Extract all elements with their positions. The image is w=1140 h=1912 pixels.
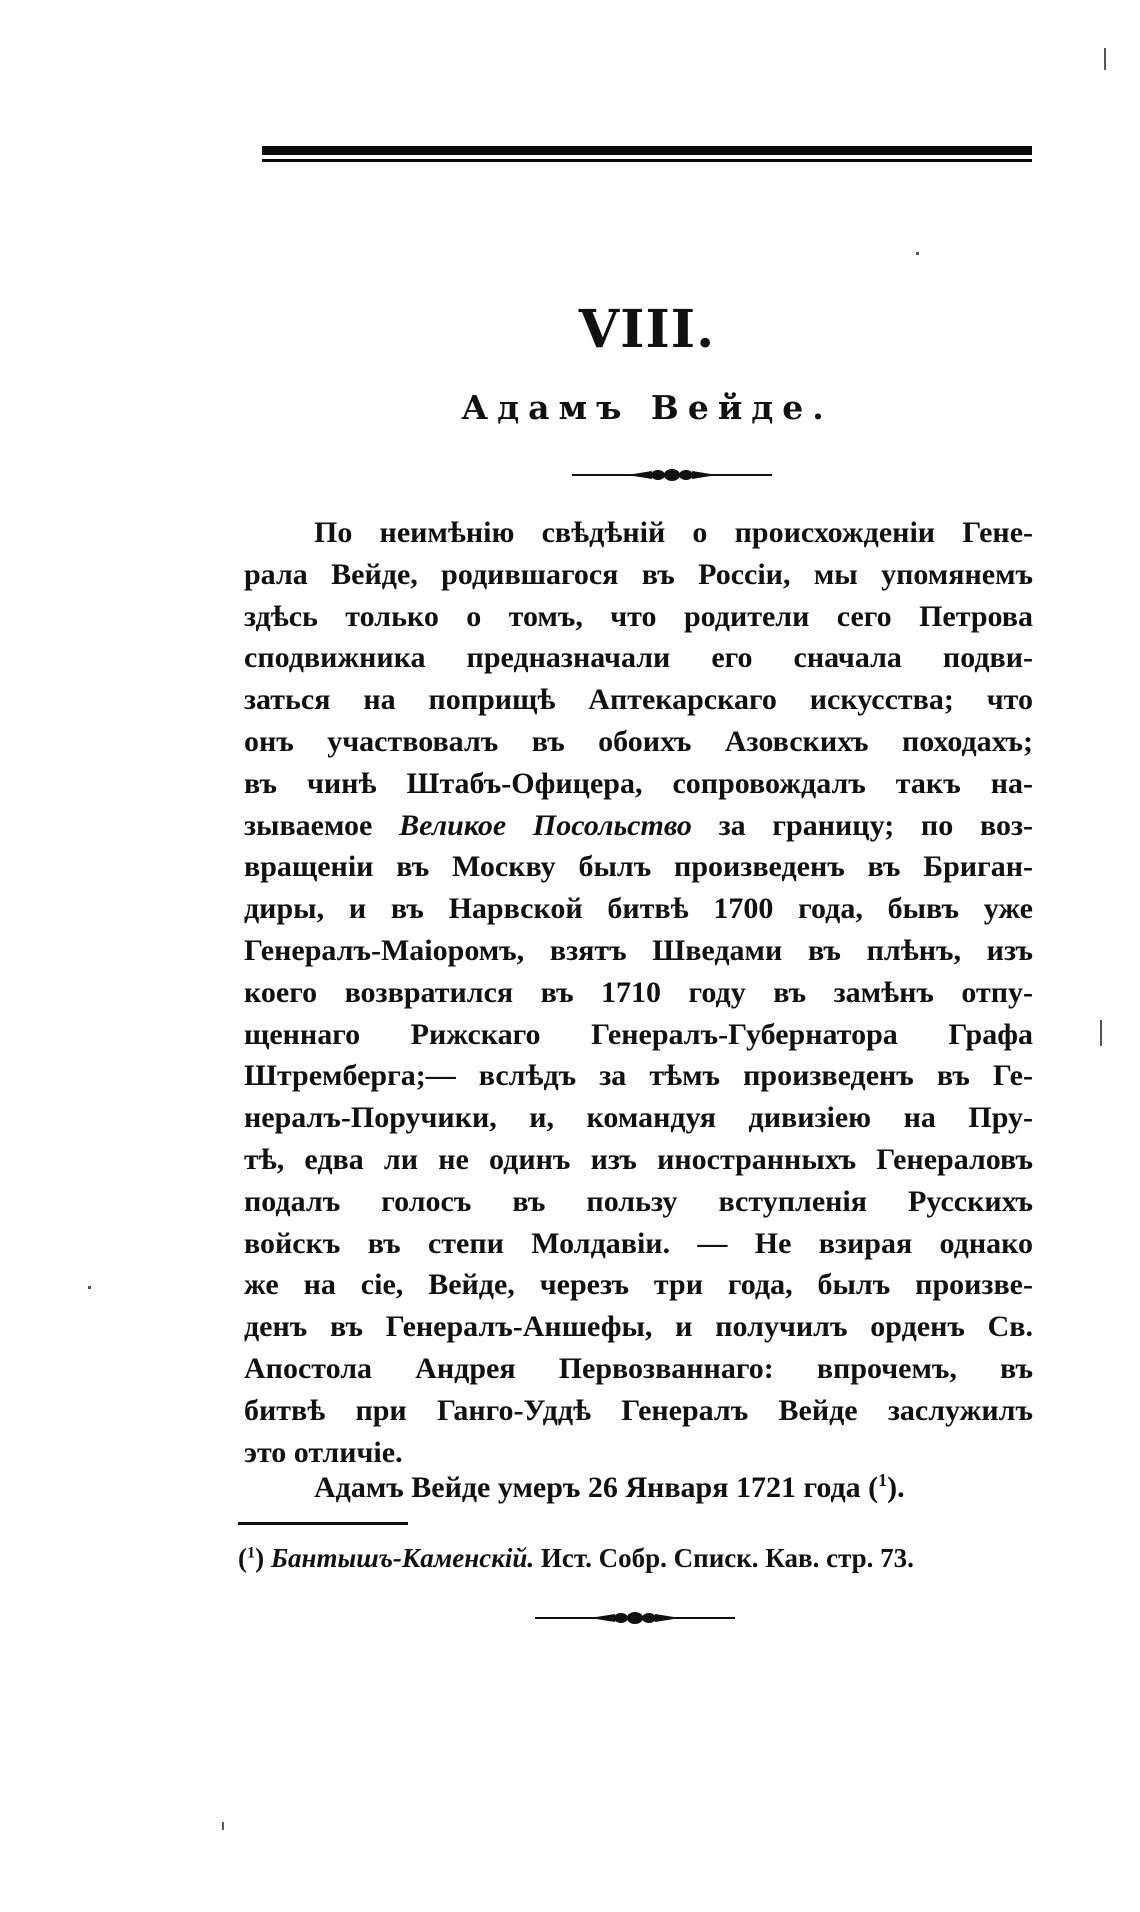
footnote-author: Бантышъ-Каменскій. [270, 1543, 535, 1573]
header-rule [262, 146, 1032, 164]
text-line: нералъ-Поручики, и, командуя дивизіею на Пру- [244, 1101, 1033, 1135]
text-line: подалъ голосъ въ пользу вступленія Русскихъ [244, 1184, 1033, 1218]
footnote-close: ) [255, 1543, 265, 1573]
chapter-number: VIII. [578, 299, 716, 360]
text-line: онъ участвовалъ въ обоихъ Азовскихъ походахъ; [244, 724, 1033, 758]
text-line: коего возвратился въ 1710 году въ замѣнъ отпу- [244, 975, 1033, 1009]
footnote [238, 1540, 1038, 1576]
text-line: тѣ, едва ли не одинъ изъ иностранныхъ Генераловъ [244, 1142, 1033, 1176]
ornament-divider-bottom [535, 1610, 735, 1626]
text-line: битвѣ при Ганго-Уддѣ Генералъ Вейде заслужилъ [244, 1393, 1033, 1427]
scan-speck [1104, 48, 1106, 70]
scan-speck [916, 252, 919, 255]
ornament-divider-top [572, 467, 772, 483]
text-line: сподвижника предназначали его сначала подви- [244, 641, 1033, 675]
text-line: здѣсь только о томъ, что родители сего Петрова [244, 599, 1033, 633]
text-line: вращеніи въ Москву былъ произведенъ въ Бриган- [244, 850, 1033, 884]
text-segment: за границу; по воз- [718, 808, 1034, 842]
chapter-title: Адамъ Вейде. [461, 388, 833, 427]
text-line: же на сіе, Вейде, черезъ три года, былъ произве- [244, 1268, 1033, 1302]
text-line: Штремберга;— вслѣдъ за тѣмъ произведенъ въ Ге- [244, 1059, 1033, 1093]
scan-speck [222, 1822, 224, 1830]
text-line: Генералъ-Маіоромъ, взятъ Шведами въ плѣнъ, изъ [244, 933, 1033, 967]
body-paragraph [244, 512, 1033, 1473]
text-line: рала Вейде, родившагося въ Россіи, мы упомянемъ [244, 557, 1033, 591]
footnote-open: ( [238, 1543, 247, 1573]
text-line: диры, и въ Нарвской битвѣ 1700 года, бывъ уже [244, 892, 1033, 926]
text-line: въ чинѣ Штабъ-Офицера, сопровождалъ такъ на- [244, 766, 1033, 800]
header-rule-thick [262, 146, 1032, 155]
text-line: это отличіе. [244, 1435, 403, 1469]
footnote-rule [238, 1522, 408, 1525]
footnote-ref-mark[interactable]: 1 [878, 1470, 888, 1491]
text-line: По неимѣнію свѣдѣній о происхожденіи Гене- [314, 516, 1033, 549]
death-text: Адамъ Вейде умеръ 26 Января 1721 года ( [314, 1471, 879, 1504]
text-line-with-italic [244, 805, 1033, 847]
death-close: ). [887, 1471, 905, 1504]
scan-speck [1100, 1020, 1102, 1046]
footnote-source: Ист. Собр. Списк. Кав. стр. 73. [540, 1543, 914, 1573]
scan-speck [88, 1286, 91, 1289]
text-line: денъ въ Генералъ-Аншефы, и получилъ орденъ Св. [244, 1310, 1033, 1344]
text-line: Апостола Андрея Первозваннаго: впрочемъ, въ [244, 1351, 1033, 1385]
text-line: войскъ въ степи Молдавіи. — Не взирая однако [244, 1226, 1033, 1260]
text-segment: зываемое [244, 808, 373, 842]
italic-phrase: Великое Посольство [399, 808, 692, 842]
death-date-line [244, 1467, 1033, 1509]
header-rule-thin [262, 159, 1032, 162]
footnote-number: 1 [247, 1543, 256, 1562]
text-line: заться на поприщѣ Аптекарскаго искусства; что [244, 683, 1033, 717]
text-line: щеннаго Рижскаго Генералъ-Губернатора Графа [244, 1017, 1033, 1051]
